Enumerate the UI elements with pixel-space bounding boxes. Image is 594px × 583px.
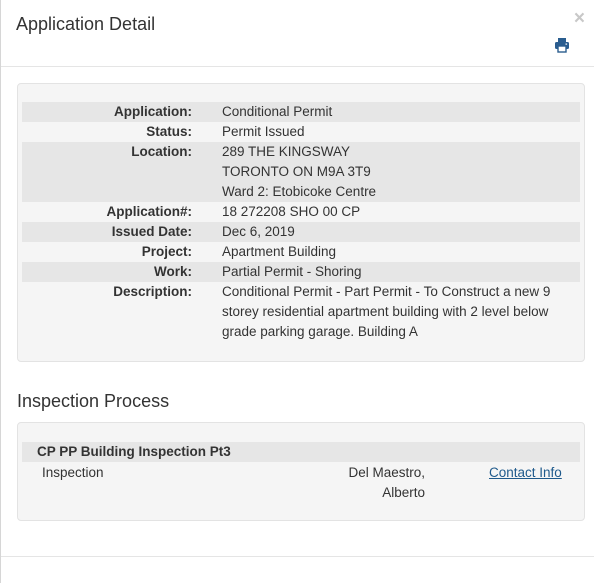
detail-row-application-number	[22, 202, 580, 222]
inspection-group-title: CP PP Building Inspection Pt3	[22, 442, 580, 462]
inspection-panel	[17, 422, 585, 521]
inspection-type: Inspection	[42, 465, 104, 480]
detail-row-status	[22, 122, 580, 142]
location-line: Ward 2: Etobicoke Centre	[222, 184, 377, 199]
detail-label: Application#:	[106, 204, 192, 219]
detail-value: Conditional Permit	[222, 104, 333, 119]
detail-label: Status:	[146, 124, 192, 139]
detail-value: 18 272208 SHO 00 CP	[222, 204, 361, 219]
inspector-name-line: Alberto	[382, 485, 425, 500]
detail-value	[222, 142, 580, 202]
description-line: storey residential apartment building with 2 level below	[222, 304, 549, 319]
description-line: Conditional Permit - Part Permit - To Construct a new 9	[222, 284, 551, 299]
detail-row-project	[22, 242, 580, 262]
detail-label: Location:	[131, 144, 192, 159]
detail-row-description	[22, 282, 580, 342]
detail-value: Partial Permit - Shoring	[222, 264, 362, 279]
detail-row-location	[22, 142, 580, 202]
detail-label: Issued Date:	[111, 224, 192, 239]
details-table	[22, 102, 580, 342]
modal-footer	[1, 556, 594, 583]
close-button[interactable]: ×	[573, 8, 585, 29]
detail-value: Apartment Building	[222, 244, 337, 259]
inspection-process-heading: Inspection Process	[17, 391, 170, 411]
detail-value: Permit Issued	[222, 124, 305, 139]
detail-row-work	[22, 262, 580, 282]
print-button[interactable]	[554, 37, 570, 53]
application-details-panel	[17, 83, 585, 362]
detail-value	[222, 282, 580, 342]
detail-label: Project:	[141, 244, 192, 259]
location-line: 289 THE KINGSWAY	[222, 144, 351, 159]
contact-info-link[interactable]: Contact Info	[489, 465, 562, 480]
detail-label: Work:	[153, 264, 192, 279]
printer-icon	[554, 37, 570, 53]
inspector-name-line: Del Maestro,	[348, 465, 425, 480]
detail-label: Application:	[114, 104, 192, 119]
detail-value: Dec 6, 2019	[222, 224, 295, 239]
location-line: TORONTO ON M9A 3T9	[222, 164, 371, 179]
detail-label: Description:	[113, 284, 192, 299]
modal-title: Application Detail	[16, 14, 156, 34]
modal-header	[1, 0, 594, 67]
inspector-name	[318, 463, 425, 503]
description-line: grade parking garage. Building A	[222, 324, 418, 339]
detail-row-application	[22, 102, 580, 122]
detail-row-issued-date	[22, 222, 580, 242]
